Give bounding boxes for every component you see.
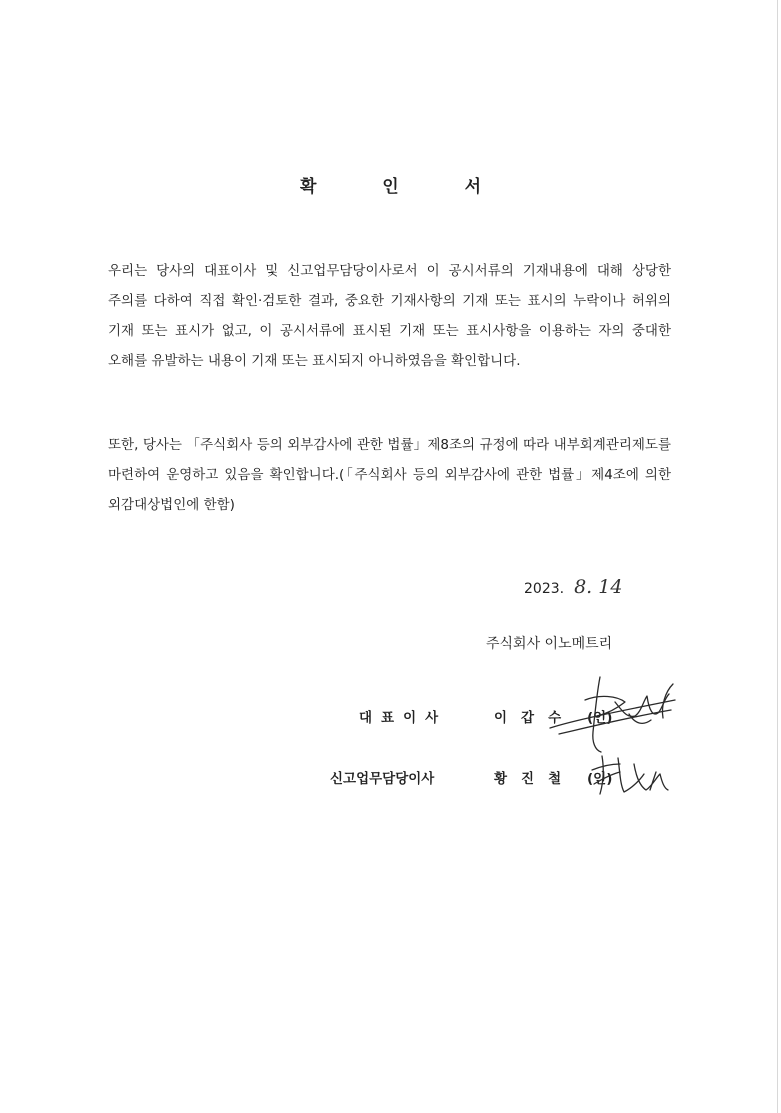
internal-control-paragraph: 또한, 당사는 「주식회사 등의 외부감사에 관한 법률」제8조의 규정에 따라 내부회계관리제도를 마련하여 운영하고 있음을 확인합니다.(「주식회사 등의 외부감사에 관한 법률」제4조에 의한 외감대상법인에 한함) xyxy=(108,437,671,513)
disclosure-officer-seal-mark: (인) xyxy=(587,771,613,787)
ceo-seal-mark: (인) xyxy=(587,710,613,726)
ceo-role-label: 대표이사 xyxy=(359,710,448,726)
scan-edge-line xyxy=(777,0,778,1113)
ceo-name: 이갑수 xyxy=(494,710,576,726)
disclosure-officer-name: 황진철 xyxy=(494,771,576,787)
disclosure-officer-signature-image xyxy=(590,750,670,800)
date-line xyxy=(524,576,622,598)
disclosure-officer-role-label: 신고업무담당이사 xyxy=(330,771,435,787)
confirmation-paragraph: 우리는 당사의 대표이사 및 신고업무담당이사로서 이 공시서류의 기재내용에 대해 상당한 주의를 다하여 직접 확인·검토한 결과, 중요한 기재사항의 기재 또는 표시의 누락이나 허위의 기재 또는 표시가 없고, 이 공시서류에 표시된 기재 또는 표시사항을 이용하는 자의 중대한 오해를 유발하는 내용이 기재 또는 표시되지 아니하였음을 확인합니다. xyxy=(108,263,671,369)
ceo-signature-image xyxy=(545,672,680,754)
company-name: 주식회사 이노메트리 xyxy=(486,636,613,652)
document-title: 확 인 서 xyxy=(299,177,512,197)
date-handwritten: 8. 14 xyxy=(574,576,623,598)
date-printed: 2023. xyxy=(524,581,565,597)
